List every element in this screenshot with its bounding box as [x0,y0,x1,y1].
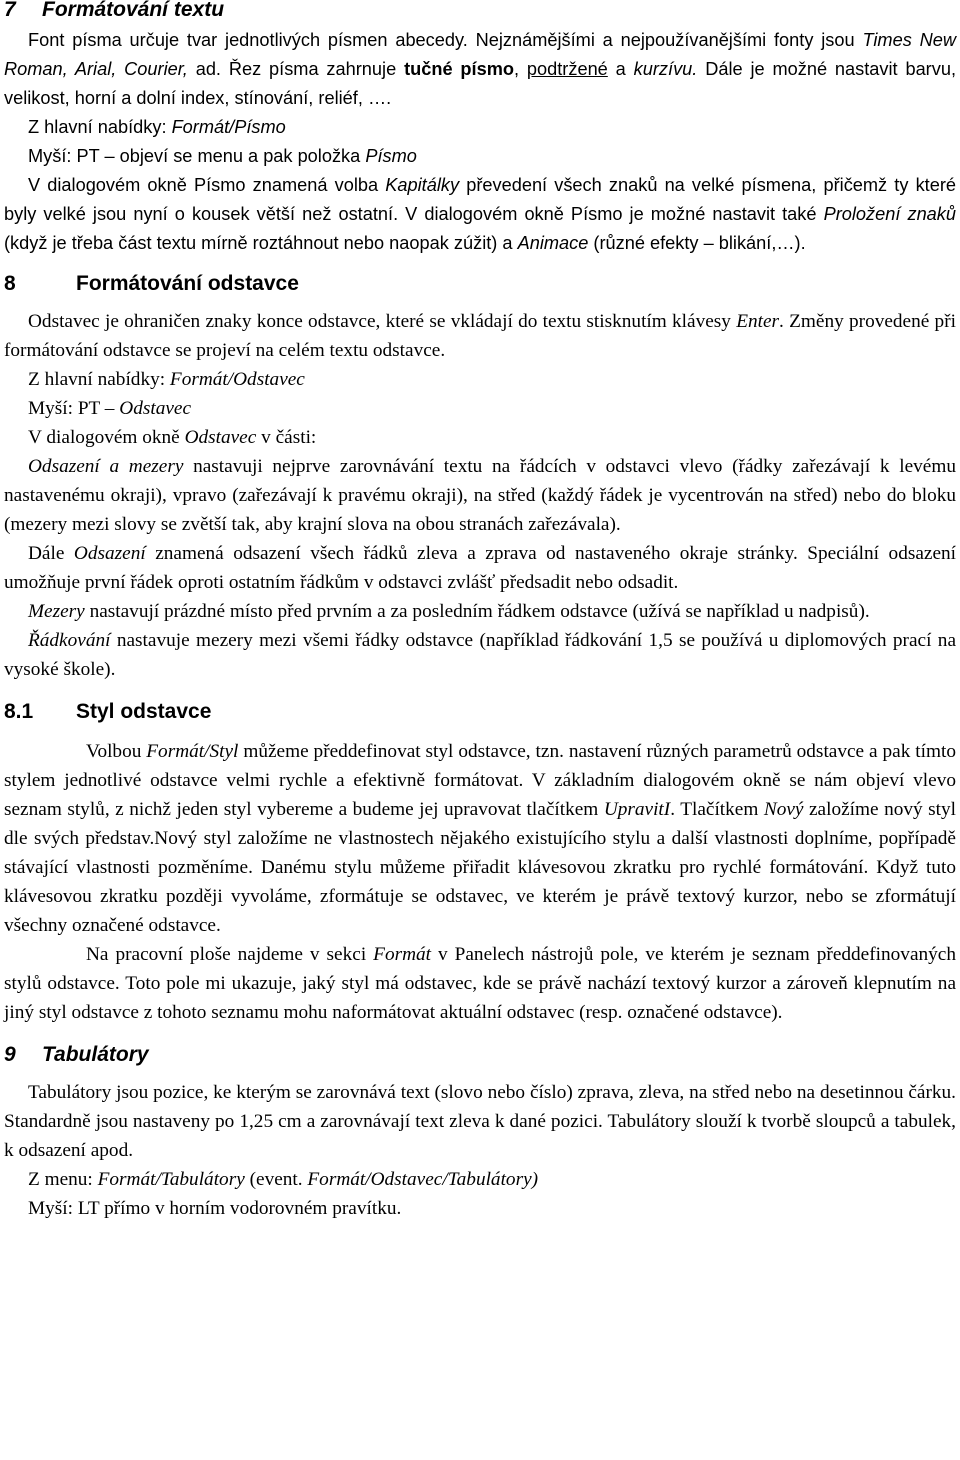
text: založíme nový styl dle svých představ.Nový styl založíme ne vlastnostech nějakého existujícího stylu a další vlastnosti doplníme, popřípadě stávající vlastnosti pozměníme. Danému stylu můžeme přiřadit klávesovou zkratku pro rychlé formátování. Když tuto klávesovou zkratku později vyvoláme, zformátuje se odstavec, ve kterém je právě textový kurzor, nebo se zformátují všechny označené odstavce. [4,799,956,936]
term: Odsazení [73,543,146,564]
paragraph-odstavec [4,307,956,365]
text: (když je třeba část textu mírně roztáhnout nebo naopak zúžit) a [4,233,518,253]
paragraph-tabulatory [4,1078,956,1165]
heading-section-7 [4,0,956,23]
text: Z menu: [28,1169,98,1190]
menu-path-line [4,1165,956,1194]
menu-path: Formát/Odstavec/Tabulátory) [307,1169,539,1190]
heading-title: Tabulátory [42,1043,149,1066]
heading-title: Formátování textu [42,0,225,21]
term: Formát [373,944,432,965]
text: Z hlavní nabídky: [28,117,172,137]
text: Dále [28,543,74,564]
mouse-line [4,1194,956,1223]
key-name: Enter [736,311,780,332]
text: Z hlavní nabídky: [28,369,170,390]
term: Řádkování [28,630,111,651]
mouse-line [4,142,956,171]
text: V dialogovém okně Písmo je možné nastavit také [398,204,824,224]
paragraph-mezery [4,597,956,626]
paragraph-fonts [4,26,956,113]
paragraph-radkovani [4,626,956,684]
italic-example: kurzívu. [633,59,698,79]
text: nastavuji nejprve zarovnávání textu na řádcích v odstavci vlevo (řádky zařezávají k levému nastavenému okraji), vpravo (zařezávají k pravému okraji), na střed (každý řádek je vycentrován na střed) nebo do bloku (mezery mezi slovy se zvětší tak, aby krajní slova na obou stranách zařezávala). [4,456,957,535]
heading-number: 7 [4,0,16,21]
menu-item: Odstavec [119,398,192,419]
heading-title: Styl odstavce [76,700,212,723]
text: . Změny provedené při formátování odstavce se projeví na celém textu odstavce. [4,311,956,361]
text: Odstavec je ohraničen znaky konce odstavce, které se vkládají do textu stisknutím klávesy [28,311,737,332]
text: v části: [256,427,317,448]
paragraph-styl [4,737,956,940]
text: a [607,59,634,79]
paragraph-pracovni-plocha [4,940,956,1027]
heading-section-8 [4,271,956,297]
heading-number: 8.1 [4,700,34,723]
text: Tabulátory jsou pozice, ke kterým se zarovnává text (slovo nebo číslo) zprava, zleva, na střed nebo na desetinnou čárku. Standardně jsou nastaveny po 1,25 cm a zarovnávají text zleva k dané pozici. Tabulátory slouží k tvorbě sloupců a tabulek, k odsazení apod. [4,1082,956,1161]
menu-item: Písmo [365,146,417,166]
text: (různé efekty – blikání,…). [588,233,806,253]
text: v Panelech nástrojů pole, ve kterém je seznam předdefinovaných stylů odstavce. Toto pole mi ukazuje, jaký styl má odstavec, kde se právě nachází textový kurzor a zároveň klepnutím na jiný styl odstavce z tohoto seznamu mohu naformátovat aktuální odstavec (resp. označené odstavce). [4,944,956,1023]
text: Font písma určuje tvar jednotlivých písmen abecedy. Nejznámějšími a nejpoužívanějšími fonty jsou [28,30,863,50]
text: Dále je možné nastavit barvu, velikost, horní a dolní index, stínování, reliéf, …. [4,59,957,108]
menu-path: Formát/Styl [146,741,239,762]
text: Volbou [86,741,147,762]
text: Myší: PT – objeví se menu a pak položka [28,146,366,166]
option-name: Kapitálky [385,175,460,195]
menu-path-line [4,365,956,394]
text: , [513,59,527,79]
paragraph-dialog-font [4,171,956,258]
dialog-line [4,423,956,452]
option-name: Animace [517,233,589,253]
paragraph-odsazeni-mezery [4,452,956,539]
button-name: UpravitI [603,799,671,820]
paragraph-odsazeni [4,539,956,597]
menu-path: Formát/Tabulátory [97,1169,245,1190]
mouse-line [4,394,956,423]
bold-example: tučné písmo [404,59,514,79]
text: . Tlačítkem [670,799,764,820]
term: Odsazení a mezery [28,456,184,477]
dialog-name: Odstavec [184,427,257,448]
option-name: Proložení znaků [823,204,957,224]
term: Mezery [28,601,85,622]
text: nastavuje mezery mezi všemi řádky odstavce (například řádkování 1,5 se používá u diplomových prací na vysoké škole). [4,630,956,680]
text: V dialogovém okně [28,427,185,448]
menu-path: Formát/Písmo [171,117,286,137]
text: znamená odsazení všech řádků zleva a zprava od nastaveného okraje stránky. Speciální odsazení umožňuje první řádek oproti ostatním řádkům v odstavci zvlášť předsadit nebo odsadit. [4,543,957,593]
heading-number: 9 [4,1043,16,1066]
heading-section-8-1 [4,699,956,725]
text: (event. [244,1169,308,1190]
underline-example: podtržené [526,59,608,79]
text: Myší: LT přímo v horním vodorovném pravítku. [28,1198,402,1219]
menu-path-line [4,113,956,142]
text: V dialogovém okně Písmo znamená volba [28,175,386,195]
heading-title: Formátování odstavce [76,272,299,295]
text: Myší: PT – [28,398,120,419]
text: Na pracovní ploše najdeme v sekci [86,944,374,965]
heading-number: 8 [4,272,16,295]
font-names: Times New Roman, Arial, Courier, [4,30,956,79]
heading-section-9 [4,1042,956,1068]
text: ad. Řez písma zahrnuje [187,59,405,79]
text: převedení všech znaků na velké písmena, přičemž ty které byly velké jsou nyní o kousek větší než ostatní. [4,175,956,224]
text: nastavují prázdné místo před prvním a za posledním řádkem odstavce (užívá se například u nadpisů). [84,601,870,622]
text: můžeme předdefinovat styl odstavce, tzn. nastavení různých parametrů odstavce a pak tímto stylem jednotlivé odstavce velmi rychle a efektivně formátovat. V základním dialogovém okně se nám objeví vlevo seznam stylů, z nichž jeden styl vybereme a budeme jej upravovat tlačítkem [4,741,956,820]
button-name: Nový [763,799,804,820]
menu-path: Formát/Odstavec [169,369,305,390]
